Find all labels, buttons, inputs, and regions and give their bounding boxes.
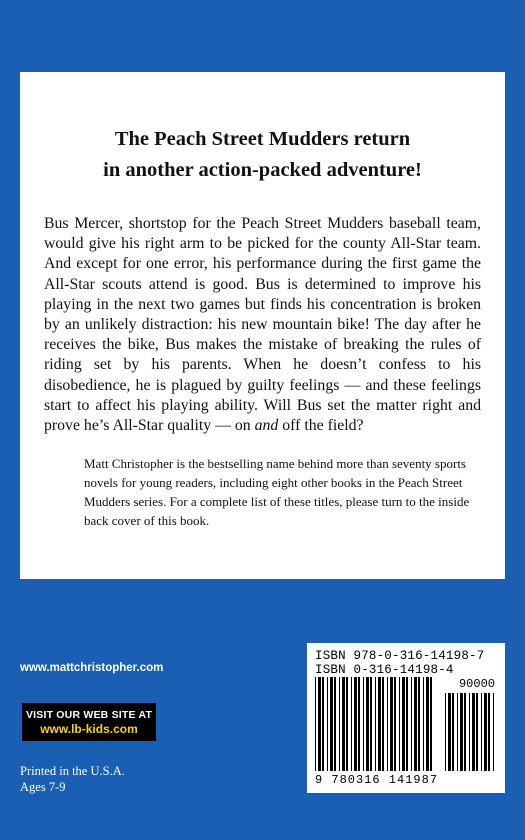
barcode-bar — [339, 677, 340, 771]
barcode-bar — [394, 677, 396, 771]
barcode-bar — [448, 693, 451, 771]
barcode-bar — [318, 677, 321, 771]
isbn-10: ISBN 0-316-14198-4 — [315, 663, 454, 677]
author-note: Matt Christopher is the bestselling name behind more than seventy sports novels for young readers, including eight other books in the Peach Street Mudders series. For a complete list of these titles, please turn to the inside back cover of this book. — [84, 456, 470, 529]
barcode-bar — [488, 693, 490, 771]
barcode-icon — [315, 677, 433, 771]
barcode-bar — [315, 677, 316, 771]
barcode-bar — [382, 677, 384, 771]
barcode-bar — [334, 677, 336, 771]
barcode-bar — [460, 693, 463, 771]
barcode-bar — [411, 677, 412, 771]
barcode-bar — [378, 677, 381, 771]
barcode-bar — [457, 693, 458, 771]
printed-in: Printed in the U.S.A. — [20, 764, 125, 778]
visit-website-box[interactable] — [22, 703, 156, 741]
barcode-bar — [358, 677, 360, 771]
print-info — [20, 764, 125, 795]
barcode-bar — [418, 677, 420, 771]
visit-url[interactable]: www.lb-kids.com — [40, 722, 138, 736]
barcode-bar — [469, 693, 470, 771]
barcode-bar — [363, 677, 364, 771]
barcode-bar — [414, 677, 417, 771]
story-blurb — [44, 214, 481, 436]
barcode-bar — [402, 677, 405, 771]
description-panel — [20, 72, 505, 579]
barcode-bar — [452, 693, 454, 771]
barcode-bar — [346, 677, 348, 771]
barcode-bar — [390, 677, 393, 771]
barcode-bar — [366, 677, 369, 771]
barcode-bar — [330, 677, 333, 771]
age-range: Ages 7-9 — [20, 779, 66, 794]
barcode-bar — [375, 677, 376, 771]
barcode-bar — [481, 693, 482, 771]
author-website[interactable]: www.mattchristopher.com — [20, 662, 164, 674]
blurb-part-2: off the field? — [278, 417, 364, 435]
barcode-bar — [493, 693, 494, 771]
blurb-emphasis: and — [254, 417, 279, 435]
barcode-bar — [370, 677, 372, 771]
barcode-bar — [322, 677, 324, 771]
isbn-13: ISBN 978-0-316-14198-7 — [315, 649, 485, 663]
price-addon-code: 90000 — [458, 677, 495, 691]
addon-barcode-icon — [445, 693, 495, 771]
barcode-digits: 9 780316 141987 — [315, 773, 439, 787]
barcode-bar — [342, 677, 345, 771]
barcode-bar — [351, 677, 352, 771]
blurb-part-1: Bus Mercer, shortstop for the Peach Street Mudders baseball team, would give his right arm to be picked for the county All-Star team. And except for one error, his performance during the first game the All-Star scouts attend is good. Bus is determined to improve his playing in the next two games but finds his concentration is broken by an unlikely distraction: his new mountain bike! The day after he receives the bike, Bus makes the mistake of breaking the rules of riding set by his parents. When he doesn’t confess to his disobedience, he is plagued by guilty feelings — and these feelings start to affect his playing ability. Will Bus set the matter right and prove he’s All-Star quality — on — [44, 215, 481, 435]
barcode-bar — [327, 677, 328, 771]
barcode-bar — [354, 677, 357, 771]
barcode-bar — [399, 677, 400, 771]
visit-label: VISIT OUR WEB SITE AT — [25, 709, 153, 721]
headline-line-2: in another action-packed adventure! — [103, 159, 422, 181]
barcode-bar — [472, 693, 475, 771]
barcode-bar — [430, 677, 432, 771]
barcode-bar — [406, 677, 408, 771]
barcode-bar — [426, 677, 429, 771]
barcode-box — [307, 643, 505, 793]
barcode-bar — [476, 693, 478, 771]
barcode-bar — [423, 677, 424, 771]
barcode-bar — [445, 693, 446, 771]
barcode-bar — [464, 693, 466, 771]
barcode-bar — [387, 677, 388, 771]
headline-line-1: The Peach Street Mudders return — [114, 128, 411, 150]
headline — [44, 124, 481, 186]
barcode-bar — [484, 693, 487, 771]
